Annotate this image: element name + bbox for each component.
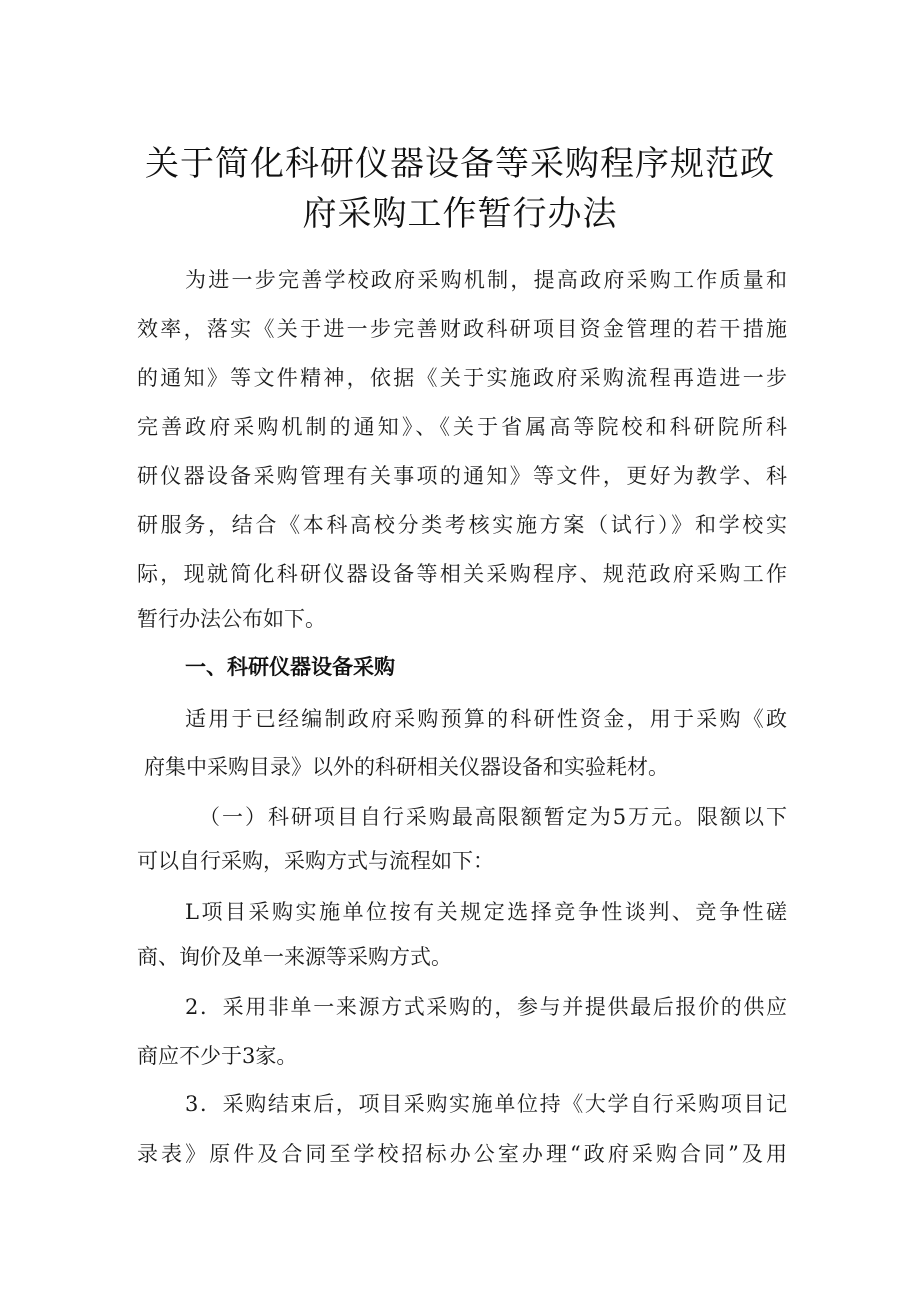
item-line: 2．采用非单一来源方式采购的，参与并提供最后报价的供应: [185, 995, 787, 1019]
item-line: L项目采购实施单位按有关规定选择竞争性谈判、竞争性磋: [185, 900, 787, 924]
section-line: 适用于已经编制政府采购预算的科研性资金，用于采购《政: [185, 707, 787, 731]
intro-line: 研服务，结合《本科高校分类考核实施方案（试行）》和学校实: [137, 513, 787, 537]
intro-line: 暂行办法公布如下。: [137, 607, 326, 631]
item-line: 商应不少于3家。: [137, 1044, 298, 1068]
section-heading: 一、科研仪器设备采购: [185, 655, 395, 679]
intro-line: 际，现就简化科研仪器设备等相关采购程序、规范政府采购工作: [137, 562, 787, 586]
item-line: 商、询价及单一来源等采购方式。: [137, 945, 452, 969]
subsection-line: （一）科研项目自行采购最高限额暂定为5万元。限额以下: [199, 805, 787, 829]
intro-line: 完善政府采购机制的通知》、《关于省属高等院校和科研院所科: [137, 415, 787, 439]
item-line: 录表》原件及合同至学校招标办公室办理“政府采购合同”及用: [137, 1142, 787, 1166]
subsection-line: 可以自行采购，采购方式与流程如下：: [137, 849, 494, 873]
document-title-line-2: 府采购工作暂行办法: [302, 194, 618, 234]
intro-line: 的通知》等文件精神，依据《关于实施政府采购流程再造进一步: [137, 366, 787, 390]
document-title-line-1: 关于简化科研仪器设备等采购程序规范政: [145, 144, 775, 184]
item-line: 3．采购结束后，项目采购实施单位持《大学自行采购项目记: [185, 1092, 787, 1116]
intro-line: 效率，落实《关于进一步完善财政科研项目资金管理的若干措施: [137, 317, 787, 341]
intro-line: 为进一步完善学校政府采购机制，提高政府采购工作质量和: [185, 268, 787, 292]
section-line: 府集中采购目录》以外的科研相关仪器设备和实验耗材。: [144, 755, 669, 779]
intro-line: 研仪器设备采购管理有关事项的通知》等文件，更好为教学、科: [137, 464, 787, 488]
